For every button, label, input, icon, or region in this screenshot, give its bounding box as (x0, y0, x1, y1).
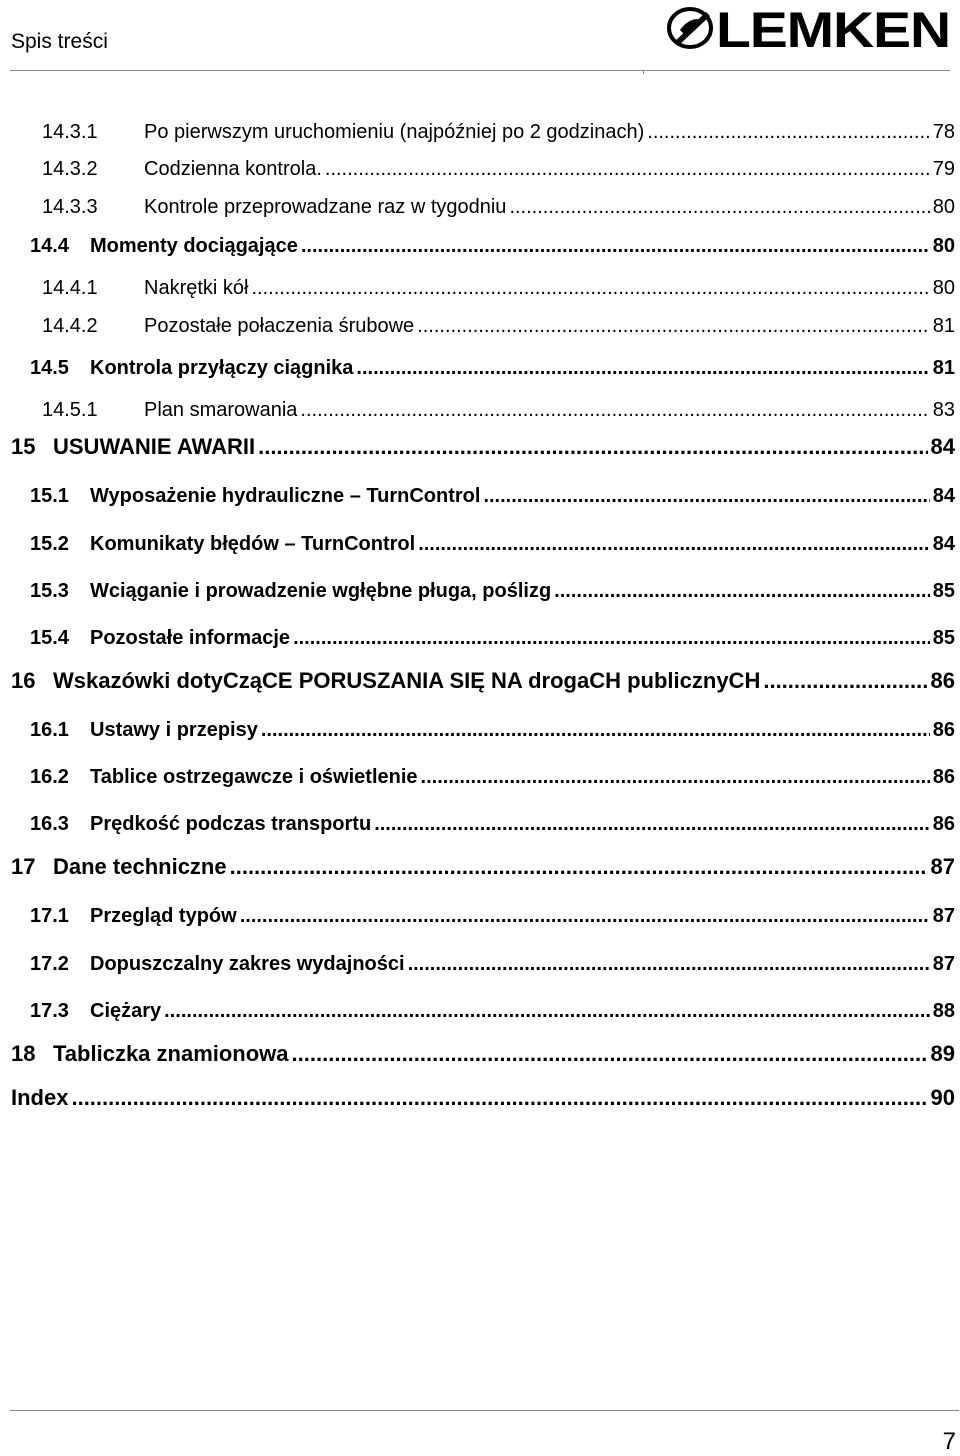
toc-entry-number: 17.1 (30, 905, 69, 927)
toc-entry-title: Codzienna kontrola. (144, 158, 322, 180)
toc-entry[interactable] (42, 118, 955, 146)
toc-entry-page: 81 (932, 315, 955, 337)
toc-dot-leader (483, 482, 929, 510)
toc-entry[interactable] (11, 667, 955, 695)
toc-entry-title: Dane techniczne (53, 854, 227, 879)
toc-dot-leader (258, 433, 927, 461)
toc-dot-leader (417, 312, 930, 340)
toc-entry[interactable] (30, 810, 955, 838)
toc-entry[interactable] (30, 624, 955, 652)
toc-entry-title: Wciąganie i prowadzenie wgłębne pługa, poślizg (90, 580, 552, 602)
toc-entry[interactable] (30, 232, 955, 260)
svg-text:LEMKEN: LEMKEN (716, 2, 950, 56)
toc-entry[interactable] (42, 396, 955, 424)
toc-entry[interactable] (30, 902, 955, 930)
toc-entry-title: Prędkość podczas transportu (90, 813, 372, 835)
toc-entry[interactable] (11, 433, 955, 461)
toc-dot-leader (292, 1040, 928, 1068)
toc-entry-number: 16.3 (30, 813, 69, 835)
toc-entry-number: 17 (11, 854, 36, 879)
toc-entry-title: Tabliczka znamionowa (53, 1041, 289, 1066)
toc-entry-title: Wyposażenie hydrauliczne – TurnControl (90, 485, 481, 507)
toc-entry-page: 88 (932, 1000, 955, 1022)
toc-entry[interactable] (30, 763, 955, 791)
toc-entry-title: Plan smarowania (144, 399, 298, 421)
toc-dot-leader (554, 577, 930, 605)
toc-entry-number: 14.5.1 (42, 399, 98, 421)
toc-entry-page: 79 (932, 158, 955, 180)
toc-entry-title: Momenty dociągające (90, 235, 298, 257)
toc-entry-number: 15 (11, 434, 36, 459)
toc-dot-leader (647, 118, 929, 146)
toc-entry[interactable] (42, 193, 955, 221)
toc-entry-title: Index (11, 1085, 69, 1110)
toc-dot-leader (301, 232, 930, 260)
header-divider-tick (643, 70, 644, 74)
toc-entry-page: 86 (932, 813, 955, 835)
toc-entry-number: 14.4 (30, 235, 69, 257)
toc-entry[interactable] (11, 1084, 955, 1112)
toc-entry-page: 85 (932, 580, 955, 602)
toc-entry-page: 84 (930, 434, 955, 459)
toc-entry-page: 80 (932, 235, 955, 257)
toc-dot-leader (300, 396, 929, 424)
toc-entry-page: 84 (932, 533, 955, 555)
toc-entry-page: 86 (932, 766, 955, 788)
toc-entry-number: 14.3.1 (42, 121, 98, 143)
toc-entry-number: 15.1 (30, 485, 69, 507)
toc-entry-number: 16.1 (30, 719, 69, 741)
toc-entry-number: 16.2 (30, 766, 69, 788)
toc-entry-title: Nakrętki kół (144, 277, 249, 299)
toc-entry-number: 17.2 (30, 953, 69, 975)
toc-dot-leader (230, 853, 928, 881)
lemken-logo (666, 2, 952, 56)
page-number: 7 (942, 1428, 956, 1455)
toc-entry-title: Wskazówki dotyCząCE PORUSZANIA SIĘ NA drogaCH publicznyCH (53, 668, 761, 693)
toc-entry[interactable] (30, 577, 955, 605)
toc-entry-title: Pozostałe informacje (90, 627, 291, 649)
toc-dot-leader (421, 763, 930, 791)
toc-entry-title: Ciężary (90, 1000, 162, 1022)
toc-entry-page: 80 (932, 277, 955, 299)
toc-dot-leader (240, 902, 930, 930)
toc-dot-leader (293, 624, 930, 652)
toc-entry-number: 14.3.3 (42, 196, 98, 218)
footer-divider (10, 1410, 959, 1411)
toc-entry-page: 84 (932, 485, 955, 507)
toc-entry[interactable] (11, 853, 955, 881)
toc-entry[interactable] (30, 482, 955, 510)
toc-entry-number: 14.4.1 (42, 277, 98, 299)
toc-dot-leader (164, 997, 930, 1025)
toc-entry-number: 14.4.2 (42, 315, 98, 337)
toc-dot-leader (261, 716, 930, 744)
toc-dot-leader (509, 193, 929, 221)
header-title: Spis treści (11, 30, 108, 53)
toc-entry-title: Kontrole przeprowadzane raz w tygodniu (144, 196, 507, 218)
toc-entry-number: 15.2 (30, 533, 69, 555)
toc-entry-number: 18 (11, 1041, 36, 1066)
toc-entry-page: 87 (932, 953, 955, 975)
toc-entry-page: 90 (930, 1085, 955, 1110)
header-divider (10, 70, 950, 71)
toc-dot-leader (763, 667, 927, 695)
toc-entry-title: Ustawy i przepisy (90, 719, 258, 741)
toc-entry-page: 87 (930, 854, 955, 879)
toc-entry-page: 86 (930, 668, 955, 693)
toc-entry[interactable] (30, 530, 955, 558)
toc-entry[interactable] (30, 997, 955, 1025)
toc-entry-page: 78 (932, 121, 955, 143)
toc-dot-leader (408, 950, 930, 978)
toc-entry-number: 15.4 (30, 627, 69, 649)
toc-entry[interactable] (11, 1040, 955, 1068)
toc-entry[interactable] (42, 312, 955, 340)
toc-entry-title: Pozostałe połaczenia śrubowe (144, 315, 415, 337)
toc-entry-page: 87 (932, 905, 955, 927)
toc-entry[interactable] (30, 950, 955, 978)
toc-entry-page: 81 (932, 357, 955, 379)
toc-entry[interactable] (30, 354, 955, 382)
toc-entry-title: Tablice ostrzegawcze i oświetlenie (90, 766, 418, 788)
toc-dot-leader (418, 530, 930, 558)
toc-entry[interactable] (42, 155, 955, 183)
toc-entry-number: 17.3 (30, 1000, 69, 1022)
toc-entry-number: 14.5 (30, 357, 69, 379)
toc-entry-page: 83 (932, 399, 955, 421)
toc-entry-page: 85 (932, 627, 955, 649)
toc-entry-number: 15.3 (30, 580, 69, 602)
toc-entry-page: 86 (932, 719, 955, 741)
toc-entry-title: Komunikaty błędów – TurnControl (90, 533, 416, 555)
toc-entry-page: 89 (930, 1041, 955, 1066)
toc-entry-number: 14.3.2 (42, 158, 98, 180)
toc-entry-title: Przegląd typów (90, 905, 237, 927)
toc-entry-title: Po pierwszym uruchomieniu (najpóźniej po 2 godzinach) (144, 121, 645, 143)
toc-dot-leader (325, 155, 930, 183)
toc-entry-number: 16 (11, 668, 36, 693)
toc-entry-title: Dopuszczalny zakres wydajności (90, 953, 405, 975)
toc-dot-leader (251, 274, 929, 302)
toc-entry[interactable] (42, 274, 955, 302)
toc-entry-title: Kontrola przyłączy ciągnika (90, 357, 354, 379)
toc-entry-title: USUWANIE AWARII (53, 434, 256, 459)
toc-dot-leader (71, 1084, 927, 1112)
toc-dot-leader (374, 810, 930, 838)
toc-entry-page: 80 (932, 196, 955, 218)
toc-dot-leader (356, 354, 929, 382)
toc-entry[interactable] (30, 716, 955, 744)
